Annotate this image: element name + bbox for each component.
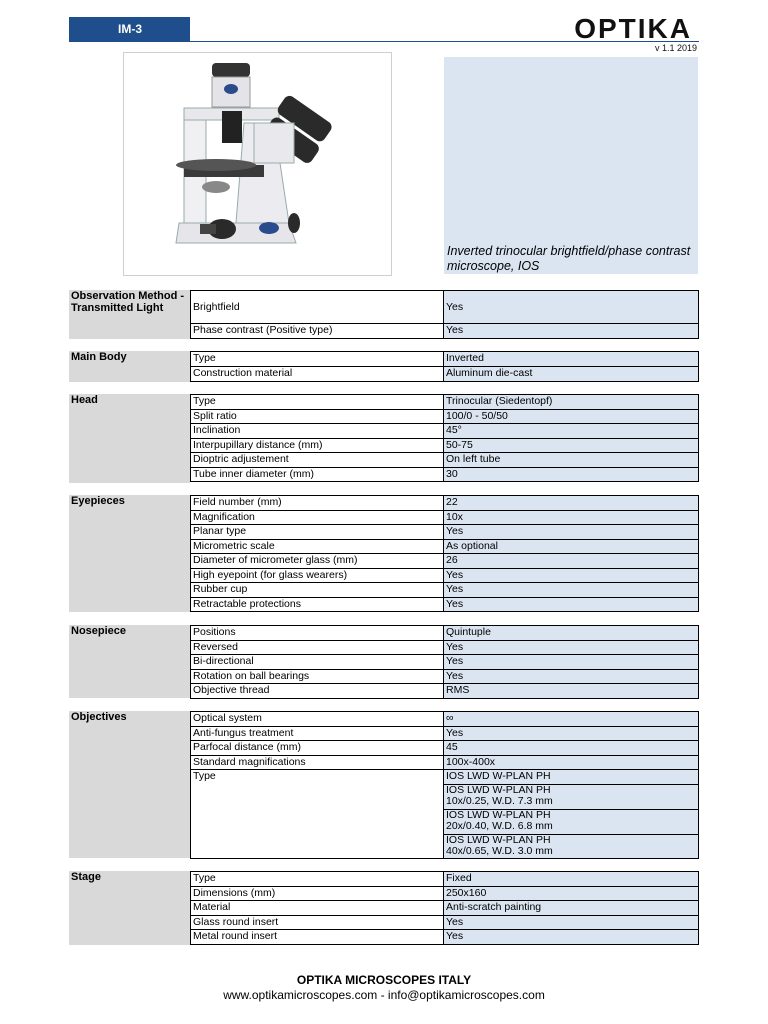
section-head xyxy=(69,394,699,483)
spec-key: Type xyxy=(190,872,444,886)
spec-value: Aluminum die-cast xyxy=(444,367,699,381)
spec-key: Retractable protections xyxy=(190,598,444,612)
spec-table xyxy=(190,495,699,612)
spec-value: Anti-scratch painting xyxy=(444,901,699,915)
table-row xyxy=(190,569,699,584)
spec-value: 250x160 xyxy=(444,887,699,901)
table-row xyxy=(190,367,699,382)
spec-key: Anti-fungus treatment xyxy=(190,727,444,741)
spec-value: 45 xyxy=(444,741,699,755)
table-row xyxy=(190,468,699,483)
table-row xyxy=(190,670,699,685)
spec-key: Split ratio xyxy=(190,410,444,424)
objective-line: 40x/0.65, W.D. 3.0 mm xyxy=(446,845,553,857)
table-row xyxy=(190,872,699,887)
spec-key: Diameter of micrometer glass (mm) xyxy=(190,554,444,568)
spec-key: Material xyxy=(190,901,444,915)
spec-key: Tube inner diameter (mm) xyxy=(190,468,444,482)
description-panel xyxy=(444,57,698,274)
objective-line: 20x/0.40, W.D. 6.8 mm xyxy=(446,820,553,832)
table-row xyxy=(190,410,699,425)
table-row xyxy=(190,540,699,555)
footer-title: OPTIKA MICROSCOPES ITALY xyxy=(296,973,472,987)
table-row xyxy=(190,901,699,916)
section-label: Eyepieces xyxy=(69,495,190,612)
spec-value: Yes xyxy=(444,583,699,597)
spec-key: Metal round insert xyxy=(190,930,444,944)
microscope-illustration xyxy=(124,53,391,275)
spec-value xyxy=(444,835,699,859)
table-row xyxy=(190,496,699,511)
spec-value: Fixed xyxy=(444,872,699,886)
spec-value: 26 xyxy=(444,554,699,568)
section-eyepieces xyxy=(69,495,699,612)
spec-value: 22 xyxy=(444,496,699,510)
version-label: v 1.1 2019 xyxy=(654,43,697,53)
spec-table xyxy=(190,351,699,382)
table-row xyxy=(190,598,699,613)
spec-key: Magnification xyxy=(190,511,444,525)
table-row xyxy=(190,439,699,454)
spec-key: Positions xyxy=(190,626,444,640)
spec-value: 50-75 xyxy=(444,439,699,453)
table-row xyxy=(190,291,699,324)
table-row xyxy=(190,626,699,641)
objective-type-values xyxy=(444,770,699,859)
table-row xyxy=(444,835,699,860)
section-label: Objectives xyxy=(69,711,190,858)
spec-value: 100/0 - 50/50 xyxy=(444,410,699,424)
product-description xyxy=(447,244,690,274)
section-label: Main Body xyxy=(69,351,190,382)
spec-value xyxy=(444,785,699,809)
spec-value: Yes xyxy=(444,930,699,944)
spec-key: Reversed xyxy=(190,641,444,655)
spec-value: 30 xyxy=(444,468,699,482)
table-row xyxy=(190,395,699,410)
table-row xyxy=(190,453,699,468)
spec-key: Objective thread xyxy=(190,684,444,698)
spec-value: Yes xyxy=(444,525,699,539)
section-stage xyxy=(69,871,699,945)
spec-value: 10x xyxy=(444,511,699,525)
section-observation xyxy=(69,290,699,339)
spec-value: Yes xyxy=(444,670,699,684)
spec-value: Yes xyxy=(444,598,699,612)
section-main-body xyxy=(69,351,699,382)
spec-key: Construction material xyxy=(190,367,444,381)
spec-key: Planar type xyxy=(190,525,444,539)
model-tab: IM-3 xyxy=(69,17,190,41)
table-row xyxy=(190,712,699,727)
table-row xyxy=(190,324,699,339)
spec-value: Inverted xyxy=(444,352,699,366)
table-row xyxy=(190,756,699,771)
spec-key: Bi-directional xyxy=(190,655,444,669)
section-objectives xyxy=(69,711,699,858)
spec-key: Glass round insert xyxy=(190,916,444,930)
spec-key: Rubber cup xyxy=(190,583,444,597)
spec-key: Type xyxy=(190,395,444,409)
spec-value: As optional xyxy=(444,540,699,554)
objective-line: IOS LWD W-PLAN PH xyxy=(446,783,551,796)
table-row xyxy=(190,655,699,670)
description-line-2: microscope, IOS xyxy=(447,259,540,273)
spec-value: 100x-400x xyxy=(444,756,699,770)
spec-value: Yes xyxy=(444,291,699,323)
spec-key: High eyepoint (for glass wearers) xyxy=(190,569,444,583)
section-label: Stage xyxy=(69,871,190,945)
spec-table xyxy=(190,290,699,339)
spec-key: Type xyxy=(190,352,444,366)
section-label xyxy=(69,290,190,339)
spec-key: Optical system xyxy=(190,712,444,726)
spec-value xyxy=(444,810,699,834)
spec-table xyxy=(190,625,699,699)
table-row xyxy=(444,770,699,785)
spec-table xyxy=(190,711,699,859)
spec-value: IOS LWD W-PLAN PH xyxy=(444,770,699,784)
section-label: Head xyxy=(69,394,190,483)
description-line-1: Inverted trinocular brightfield/phase contrast xyxy=(447,244,691,258)
section-label-line: Observation Method - xyxy=(71,290,185,302)
table-row xyxy=(190,511,699,526)
objective-line: IOS LWD W-PLAN PH xyxy=(446,833,551,846)
footer-contact-links[interactable]: www.optikamicroscopes.com - info@optikamicroscopes.com xyxy=(223,988,545,1002)
spec-key: Inclination xyxy=(190,424,444,438)
table-row xyxy=(190,741,699,756)
spec-key: Brightfield xyxy=(190,291,444,323)
product-photo xyxy=(123,52,392,276)
table-row xyxy=(190,424,699,439)
section-label: Nosepiece xyxy=(69,625,190,698)
table-row xyxy=(444,785,699,810)
spec-table xyxy=(190,871,699,945)
spec-value: RMS xyxy=(444,684,699,698)
table-row xyxy=(190,352,699,367)
spec-key: Parfocal distance (mm) xyxy=(190,741,444,755)
spec-value: Yes xyxy=(444,641,699,655)
spec-value: Yes xyxy=(444,324,699,338)
spec-value: Yes xyxy=(444,655,699,669)
spec-value: Yes xyxy=(444,727,699,741)
table-row xyxy=(190,525,699,540)
table-row xyxy=(190,684,699,699)
spec-key: Micrometric scale xyxy=(190,540,444,554)
spec-key: Interpupillary distance (mm) xyxy=(190,439,444,453)
table-row xyxy=(190,727,699,742)
table-row xyxy=(190,583,699,598)
spec-key: Field number (mm) xyxy=(190,496,444,510)
table-row xyxy=(444,810,699,835)
spec-key: Dimensions (mm) xyxy=(190,887,444,901)
spec-value: 45° xyxy=(444,424,699,438)
spec-key: Rotation on ball bearings xyxy=(190,670,444,684)
spec-key: Type xyxy=(190,770,444,859)
spec-value: Yes xyxy=(444,916,699,930)
spec-key: Standard magnifications xyxy=(190,756,444,770)
spec-value: Trinocular (Siedentopf) xyxy=(444,395,699,409)
spec-table xyxy=(190,394,699,482)
section-nosepiece xyxy=(69,625,699,698)
objective-line: 10x/0.25, W.D. 7.3 mm xyxy=(446,795,553,807)
table-row xyxy=(190,930,699,945)
spec-key: Phase contrast (Positive type) xyxy=(190,324,444,338)
spec-value: Quintuple xyxy=(444,626,699,640)
brand-logo: OPTIKA xyxy=(574,13,692,44)
spec-value: Yes xyxy=(444,569,699,583)
spec-value: ∞ xyxy=(444,712,699,726)
table-row xyxy=(190,887,699,902)
section-label-line: Transmitted Light xyxy=(71,302,164,314)
spec-value: On left tube xyxy=(444,453,699,467)
objective-type-group xyxy=(190,770,699,859)
objective-line: IOS LWD W-PLAN PH xyxy=(446,808,551,821)
table-row xyxy=(190,916,699,931)
spec-key: Dioptric adjustement xyxy=(190,453,444,467)
table-row xyxy=(190,641,699,656)
table-row xyxy=(190,554,699,569)
